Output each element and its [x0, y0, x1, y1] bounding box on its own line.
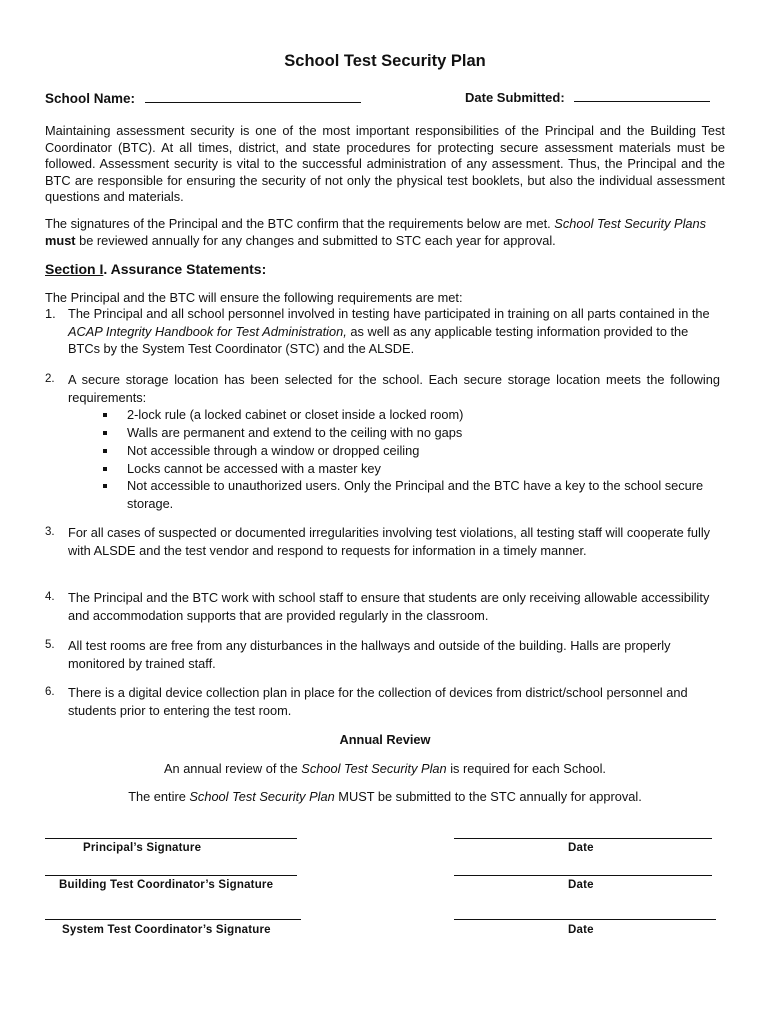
signatures-text-bold: must	[45, 232, 76, 248]
date-submitted-blank[interactable]	[574, 89, 710, 102]
item-number: 4.	[45, 591, 55, 603]
btc-date-label: Date	[568, 879, 594, 891]
signatures-text-2: be reviewed annually for any changes and submitted to STC each year for approval.	[75, 232, 556, 248]
item-text: There is a digital device collection plan in place for the collection of devices from district/school personnel and students prior to entering the test room.	[68, 685, 688, 718]
bullet-item	[103, 477, 725, 512]
item-text	[68, 305, 720, 358]
storage-requirements-list	[103, 406, 725, 512]
annual-review-line-1	[0, 761, 770, 776]
annual-text-part: MUST be submitted to the STC annually for approval.	[334, 789, 642, 804]
principal-signature-label: Principal’s Signature	[83, 842, 202, 854]
item-text: A secure storage location has been selected for the school. Each secure storage location meets the following requirements:	[68, 372, 720, 405]
bullet-item	[103, 460, 725, 478]
bullet-icon	[103, 431, 107, 435]
list-item	[45, 305, 725, 358]
btc-date-line[interactable]	[454, 875, 712, 876]
section-heading	[45, 261, 266, 277]
stc-signature-line[interactable]	[45, 919, 301, 920]
bullet-icon	[103, 449, 107, 453]
item-text: All test rooms are free from any disturbances in the hallways and outside of the building. Halls are properly monitored by trained staff.	[68, 638, 671, 671]
annual-text-italic: School Test Security Plan	[189, 789, 335, 804]
bullet-item	[103, 424, 725, 442]
section-title: . Assurance Statements:	[103, 261, 267, 277]
date-submitted-label: Date Submitted:	[465, 90, 565, 105]
date-submitted-field[interactable]	[465, 89, 710, 105]
school-name-blank[interactable]	[145, 90, 361, 103]
annual-text-part: An annual review of the	[163, 761, 302, 776]
item-text-italic: ACAP Integrity Handbook for Test Administration,	[68, 323, 347, 339]
bullet-icon	[103, 413, 107, 417]
stc-date-label: Date	[568, 924, 594, 936]
item-text-part: as well as any applicable testing information provided to the BTCs by the System Test Coordinator (STC) and the ALSDE.	[68, 323, 689, 357]
list-item	[45, 371, 725, 513]
school-name-field[interactable]	[45, 90, 361, 106]
section-lead-in: The Principal and the BTC will ensure the following requirements are met:	[45, 290, 463, 305]
bullet-text: Not accessible to unauthorized users. Only the Principal and the BTC have a key to the school secure storage.	[127, 478, 704, 511]
btc-signature-line[interactable]	[45, 875, 297, 876]
intro-paragraph: Maintaining assessment security is one of the most important responsibilities of the Principal and the Building Test Coordinator (BTC). At all times, district, and state procedures for protecting secure assessment materials must be followed. Assessment security is vital to the successful administration of any assessment. Thus, the Principal and the BTC are responsible for ensuring the security of not only the physical test booklets, but also the individual assessment questions and materials.	[45, 123, 725, 205]
page-title: School Test Security Plan	[284, 52, 486, 70]
school-name-label: School Name:	[45, 91, 136, 106]
annual-review-heading: Annual Review	[339, 732, 431, 747]
annual-text-part: is required for each School.	[446, 761, 606, 776]
bullet-text: Locks cannot be accessed with a master key	[127, 460, 381, 476]
annual-review-line-2	[0, 789, 770, 804]
bullet-text: Not accessible through a window or dropped ceiling	[127, 442, 420, 458]
stc-signature-label: System Test Coordinator’s Signature	[62, 924, 271, 936]
bullet-icon	[103, 484, 107, 488]
signatures-text-1: The signatures of the Principal and the BTC confirm that the requirements below are met.	[45, 216, 555, 231]
annual-text-italic: School Test Security Plan	[301, 761, 447, 776]
bullet-text: 2-lock rule (a locked cabinet or closet inside a locked room)	[127, 407, 464, 423]
bullet-text: Walls are permanent and extend to the ceiling with no gaps	[127, 425, 463, 441]
item-number: 3.	[45, 526, 55, 538]
bullet-icon	[103, 467, 107, 471]
list-item	[45, 684, 725, 719]
principal-date-label: Date	[568, 842, 594, 854]
bullet-item	[103, 442, 725, 460]
list-item	[45, 637, 725, 672]
signatures-paragraph	[45, 216, 725, 249]
item-number: 5.	[45, 639, 55, 651]
principal-date-line[interactable]	[454, 838, 712, 839]
list-item	[45, 589, 725, 624]
list-item	[45, 524, 725, 559]
item-number: 1.	[45, 306, 56, 321]
section-label: Section I	[45, 261, 104, 277]
principal-signature-line[interactable]	[45, 838, 297, 839]
stc-date-line[interactable]	[454, 919, 716, 920]
signatures-text-italic: School Test Security Plans	[554, 216, 707, 231]
item-text: The Principal and the BTC work with school staff to ensure that students are only receiving allowable accessibility and accommodation supports that are provided regularly in the classroom.	[68, 590, 710, 623]
item-text: For all cases of suspected or documented irregularities involving test violations, all testing staff will cooperate fully with ALSDE and the test vendor and respond to requests for information in a timely manner.	[68, 525, 711, 558]
bullet-item	[103, 406, 725, 424]
btc-signature-label: Building Test Coordinator’s Signature	[59, 879, 274, 891]
item-number: 2.	[45, 373, 55, 385]
annual-text-part: The entire	[128, 789, 190, 804]
item-text-part: The Principal and all school personnel involved in testing have participated in training on all parts contained in the	[68, 306, 710, 321]
item-number: 6.	[45, 686, 55, 698]
